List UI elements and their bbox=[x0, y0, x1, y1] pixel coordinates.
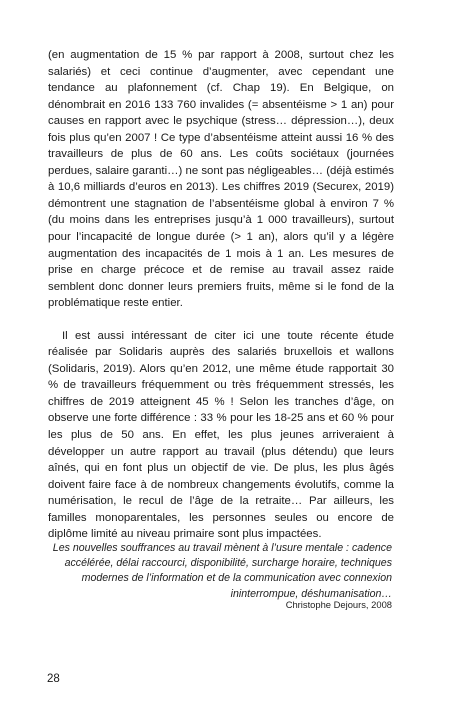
page-number: 28 bbox=[47, 673, 60, 685]
epigraph-quote: Les nouvelles souffrances au travail mènent à l’usure mentale : cadence accélérée, délai raccourci, disponibilité, surcharge horaire, techniques modernes de l’information et de la communication avec connexion ininterrompue, déshumanisation… bbox=[52, 542, 392, 600]
quote-attribution: Christophe Dejours, 2008 bbox=[285, 599, 392, 610]
paragraph-1: (en augmentation de 15 % par rapport à 2008, surtout chez les salariés) et ceci continue d’augmenter, avec cependant une tendance au plafonnement (cf. Chap 19). En Belgique, on dénombrait en 2016 133 760 invalides (= absentéisme > 1 an) pour causes en rapport avec le psychique (stress… dépression…), deux fois plus qu’en 2007 ! Ce type d’absentéisme atteint aussi 16 % des travailleurs de plus de 60 ans. Les coûts sociétaux (journées perdues, salaire garanti…) ne sont pas négligeables… (déjà estimés à 10,6 milliards d’euros en 2013). Les chiffres 2019 (Securex, 2019) démontrent une stagnation de l’absentéisme global à environ 7 % (du moins dans les entreprises jusqu’à 1 000 travailleurs), surtout pour l’incapacité de longue durée (> 1 an), alors qu’il y a légère augmentation des incapacités de 1 mois à 1 an. Les mesures de prise en charge précoce et de remise au travail assez raide semblent donc donner leurs premiers fruits, même si le fond de la problématique reste entier. bbox=[48, 49, 394, 310]
body-text bbox=[48, 47, 394, 543]
paragraph-2: Il est aussi intéressant de citer ici une toute récente étude réalisée par Solidaris auprès des salariés bruxellois et wallons (Solidaris, 2019). Alors qu’en 2012, une même étude rapportait 30 % de travailleurs fréquemment ou très fréquemment stressés, les chiffres de 2019 atteignent 45 % ! Selon les tranches d’âge, on observe une forte différence : 33 % pour les 18-25 ans et 60 % pour les plus de 50 ans. En effet, les plus jeunes arriveraient à développer un autre rapport au travail (plus détendu) que leurs aînés, qui en font plus un objectif de vie. De plus, les plus âgés doivent faire face à de nombreux changements évolutifs, comme la numérisation, le recul de l’âge de la retraite… Par ailleurs, les familles monoparentales, les personnes seules ou encore de diplôme limité au niveau primaire sont plus impactées. bbox=[48, 329, 394, 541]
